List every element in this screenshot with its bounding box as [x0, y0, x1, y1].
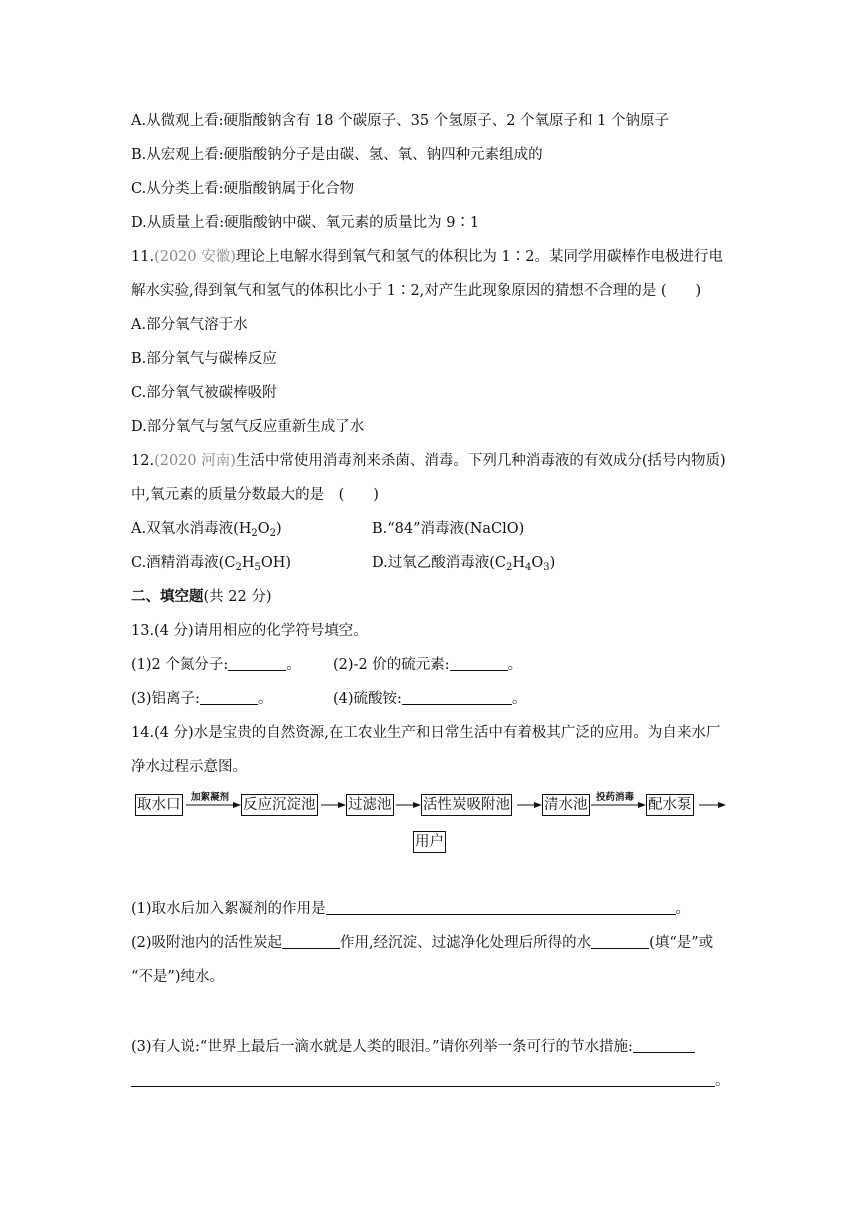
q12-source: (2020 河南) — [154, 453, 236, 469]
q11-option-c: C.部分氧气被碳棒吸附 — [131, 385, 277, 401]
q14-blank5[interactable] — [131, 1072, 715, 1087]
q13-part4: (4)硫酸铵: 。 — [333, 691, 527, 707]
flow-box-users: 用户 — [413, 831, 446, 853]
q14-part1: (1)取水后加入絮凝剂的作用是 。 — [131, 901, 691, 917]
q12-option-d: D.过氧乙酸消毒液$(C_2H_4O_3)$ — [372, 555, 556, 573]
q14-part3: (3)有人说:“世界上最后一滴水就是人类的眼泪。”请你列举一条可行的节水措施: — [131, 1037, 695, 1057]
q11-option-d: D.部分氧气与氢气反应重新生成了水 — [131, 419, 365, 435]
section-title: 二、填空题 — [131, 588, 204, 605]
flow-box-carbon-adsorption-tank: 活性炭吸附池 — [421, 794, 512, 816]
q11-source: (2020 安徽) — [154, 249, 236, 265]
q11-stem-text: 理论上电解水得到氧气和氢气的体积比为 1∶2。某同学用碳棒作电极进行电 — [235, 249, 723, 265]
q13-part3: (3)铝离子: 。 — [131, 691, 273, 707]
flow-box-clear-water-tank: 清水池 — [542, 794, 590, 816]
q13-part1: (1)2 个氮分子: 。 — [131, 657, 301, 673]
q14-blank1[interactable] — [326, 900, 676, 915]
q10-option-d: D.从质量上看:硬脂酸钠中碳、氧元素的质量比为 9∶1 — [131, 215, 480, 231]
flow-label-disinfection: 投药消毒 — [596, 792, 635, 803]
q14-blank4[interactable] — [633, 1038, 695, 1053]
q14-blank2[interactable] — [282, 934, 340, 949]
q10-option-a: A.从微观上看:硬脂酸钠含有 18 个碳原子、35 个氢原子、2 个氧原子和 1 个钠原子 — [131, 113, 669, 129]
q12-option-c: C.酒精消毒液$(C_2H_5OH)$ — [131, 555, 292, 573]
q10-option-b: B.从宏观上看:硬脂酸钠分子是由碳、氢、氧、钠四种元素组成的 — [131, 147, 543, 163]
q14-part2-cont: “不是”)纯水。 — [131, 969, 224, 985]
q10-option-c: C.从分类上看:硬脂酸钠属于化合物 — [131, 181, 355, 197]
flow-box-sedimentation-tank: 反应沉淀池 — [241, 794, 318, 816]
q14-stem-line1: 14.(4 分)水是宝贵的自然资源,在工农业生产和日常生活中有着极其广泛的应用。为自来水厂 — [131, 725, 721, 741]
flow-box-filter-tank: 过滤池 — [346, 794, 394, 816]
section-score: (共 22 分) — [203, 589, 272, 605]
q14-stem-line2: 净水过程示意图。 — [131, 759, 247, 775]
q14-blank3[interactable] — [591, 934, 649, 949]
q11-option-a: A.部分氧气溶于水 — [131, 317, 248, 333]
q12-number: 12. — [131, 453, 155, 469]
q13-part2: (2)-2 价的硫元素: 。 — [333, 657, 523, 673]
q11-option-b: B.部分氧气与碳棒反应 — [131, 351, 277, 367]
q11-stem-line2: 解水实验,得到氧气和氢气的体积比小于 1∶2,对产生此现象原因的猜想不合理的是 ( ) — [131, 283, 702, 299]
q12-option-a: A.双氧水消毒液$(H_2O_2)$ — [131, 521, 282, 539]
flow-box-water-intake: 取水口 — [135, 794, 183, 816]
q12-option-b: B.“84”消毒液(NaClO) — [372, 521, 525, 537]
q14-part2: (2)吸附池内的活性炭起 作用,经沉淀、过滤净化处理后所得的水 (填“是”或 — [131, 935, 714, 951]
q13-stem: 13.(4 分)请用相应的化学符号填空。 — [131, 623, 368, 639]
q14-part3-cont: 。 — [131, 1071, 730, 1091]
q12-stem-text: 生活中常使用消毒剂来杀菌、消毒。下列几种消毒液的有效成分(括号内物质) — [235, 453, 726, 469]
flow-label-add-flocculant: 加絮凝剂 — [191, 792, 230, 803]
q12-stem-line2: 中,氧元素的质量分数最大的是 ( ) — [131, 487, 379, 503]
q11-number: 11. — [131, 249, 155, 265]
flow-box-distribution-pump: 配水泵 — [646, 794, 694, 816]
